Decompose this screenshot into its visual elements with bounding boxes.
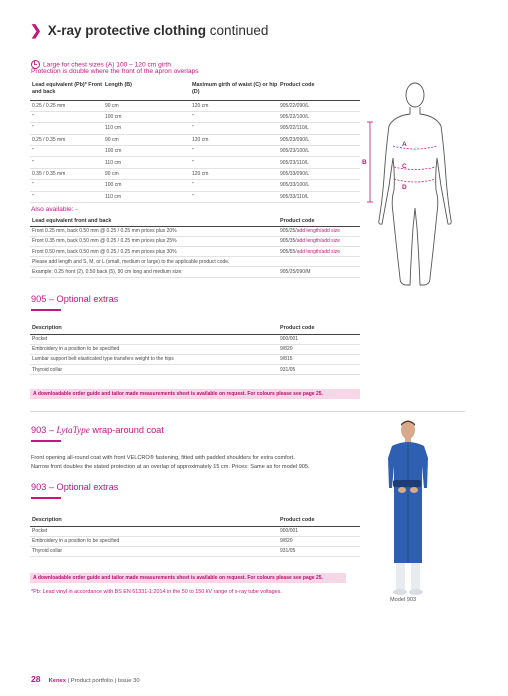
col-header: Length (B) [103, 80, 190, 100]
table-cell: 905/23/110/L [278, 157, 360, 168]
divider [30, 411, 465, 412]
col-header: Description [30, 322, 278, 334]
section-underline [31, 309, 61, 311]
size-l-table [30, 80, 360, 203]
table-cell: 110 cm [103, 123, 190, 134]
table-row [30, 111, 360, 122]
section-title-903: 903 – LytaType wrap-around coat [31, 425, 164, 435]
brand-name: Kenex [48, 678, 66, 684]
table-row [30, 123, 360, 134]
table-cell: 905/22/110/L [278, 123, 360, 134]
table-cell: Thyroid collar [30, 365, 278, 375]
model-caption: Model 903 [390, 597, 417, 603]
section-title-905-extras: 905 – Optional extras [31, 294, 119, 304]
table-cell: 120 cm [190, 100, 278, 111]
product-code: 905/55/ [280, 248, 297, 255]
table-row [30, 365, 360, 375]
table-row [30, 168, 360, 179]
label-c: C [402, 163, 407, 170]
table-row [30, 191, 360, 202]
extras-905-table [30, 322, 360, 375]
table-cell: Thyroid collar [30, 546, 278, 556]
also-available-table [30, 216, 360, 278]
col-header: Description [30, 514, 278, 526]
table-cell: 905/33/110/L [278, 191, 360, 202]
footnote: *Pb: Lead vinyl in accordance with BS EN 61331-1:2014 in the 50 to 150 kV range of x-ray tube voltages. [31, 589, 282, 595]
hip-line [394, 179, 436, 182]
add-size-note: add length/add size [296, 238, 341, 245]
also-available-title: Also available: - [31, 206, 78, 213]
col-header: Product code [278, 80, 360, 100]
table-cell: 905/22/090/L [278, 100, 360, 111]
table-cell [278, 257, 360, 267]
col-header: Lead equivalent front and back [30, 216, 278, 226]
table-row [30, 236, 360, 246]
table-cell: 0.25 / 0.25 mm [30, 100, 103, 111]
table-cell: Front 0.25 mm, back 0.50 mm @ 0.25 / 0.25 mm prices plus 20% [30, 226, 278, 236]
table-row [30, 180, 360, 191]
extras-903-table [30, 514, 360, 557]
product-code: 905/25/090/M [280, 269, 311, 276]
label-a: A [402, 141, 407, 148]
chevron-right-icon: ❯ [30, 22, 42, 38]
page-number: 28 [31, 674, 41, 684]
table-cell: " [190, 123, 278, 134]
table-cell: Front 0.35 mm, back 0.50 mm @ 0.25 / 0.25 mm prices plus 25% [30, 236, 278, 246]
product-code: 905/35/ [280, 238, 297, 245]
add-size-note: add length/add size [296, 248, 341, 255]
table-cell: Lumbar support belt elasticated type transfers weight to the hips [30, 354, 278, 364]
table-cell: " [190, 157, 278, 168]
body-measurement-figure [360, 78, 470, 293]
col-header: Product code [278, 322, 360, 334]
chest-line [393, 146, 437, 149]
col-header: Maximum girth of waist (C) or hip (D) [190, 80, 278, 100]
table-cell: Embroidery in a position to be specified [30, 536, 278, 546]
table-cell: 110 cm [103, 157, 190, 168]
table-row [30, 247, 360, 257]
table-row [30, 546, 360, 556]
table-cell: 931/05 [278, 365, 360, 375]
table-cell [278, 236, 360, 246]
table-cell: 0.25 / 0.35 mm [30, 134, 103, 145]
table-cell: 9/820 [278, 344, 360, 354]
table-row [30, 526, 360, 536]
table-cell: 905/33/090/L [278, 168, 360, 179]
table-cell: 931/05 [278, 546, 360, 556]
col-header: Product code [278, 514, 360, 526]
table-cell: 905/22/100/L [278, 111, 360, 122]
col-header: Product code [278, 216, 360, 226]
table-cell: " [30, 123, 103, 134]
table-cell: 900/001 [278, 526, 360, 536]
section-underline [31, 497, 61, 499]
order-guide-note: A downloadable order guide and tailor made measurements sheet is available on request. For colours please see page 25. [30, 389, 360, 399]
table-cell: " [190, 180, 278, 191]
table-cell: Front 0.50 mm, back 0.50 mm @ 0.25 / 0.25 mm prices plus 30% [30, 247, 278, 257]
figure-outline [379, 107, 451, 285]
table-cell: 120 cm [190, 134, 278, 145]
table-row [30, 157, 360, 168]
table-row [30, 344, 360, 354]
table-cell: Embroidery in a position to be specified [30, 344, 278, 354]
table-cell: 100 cm [103, 111, 190, 122]
table-cell: " [30, 191, 103, 202]
figure-head [406, 83, 424, 107]
table-cell: 9/820 [278, 536, 360, 546]
table-cell: " [30, 111, 103, 122]
section-title-903-extras: 903 – Optional extras [31, 482, 119, 492]
coat-description: Front opening all-round coat with front VELCRO® fastening, fitted with padded shoulders for extra comfort. Narrow front doubles the stated protection at an overlap of approximately 15 cm. Prices: Same as for model 905. [31, 455, 310, 470]
size-badge: L [31, 60, 40, 69]
page-title: ❯ X-ray protective clothing continued [30, 22, 269, 38]
table-cell: " [190, 111, 278, 122]
product-code: 905/25/ [280, 228, 297, 235]
table-cell: " [190, 191, 278, 202]
table-cell: Example: 0.25 front (2), 0.50 back (5), 90 cm long and medium size: [30, 267, 278, 277]
table-cell: 900/001 [278, 334, 360, 344]
table-cell: 90 cm [103, 134, 190, 145]
label-b: B [362, 159, 367, 166]
table-cell: 110 cm [103, 191, 190, 202]
table-cell: 120 cm [190, 168, 278, 179]
table-cell: Pocket [30, 334, 278, 344]
table-row [30, 257, 360, 267]
table-cell: Pocket [30, 526, 278, 536]
table-cell: 905/23/090/L [278, 134, 360, 145]
table-cell [278, 226, 360, 236]
order-guide-note: A downloadable order guide and tailor made measurements sheet is available on request. For colours please see page 25. [30, 573, 346, 583]
table-cell: 100 cm [103, 180, 190, 191]
waist-line [394, 167, 436, 170]
add-size-note: add length/add size [296, 228, 341, 235]
table-cell: " [30, 157, 103, 168]
table-cell: 90 cm [103, 100, 190, 111]
table-cell: 100 cm [103, 146, 190, 157]
table-cell: 905/23/100/L [278, 146, 360, 157]
table-cell: " [30, 180, 103, 191]
table-cell: " [30, 146, 103, 157]
col-header: Lead equivalent (Pb)* Front and back [30, 80, 103, 100]
table-row [30, 146, 360, 157]
table-cell: " [190, 146, 278, 157]
table-cell: 0.35 / 0.35 mm [30, 168, 103, 179]
table-row [30, 536, 360, 546]
table-row [30, 267, 360, 277]
label-d: D [402, 184, 407, 191]
section-underline [31, 440, 61, 442]
page-footer: 28 Kenex | Product portfolio | Issue 30 [31, 674, 140, 684]
model-belt [393, 480, 421, 487]
table-cell: 9/815 [278, 354, 360, 364]
table-row [30, 134, 360, 145]
table-cell [278, 267, 360, 277]
table-cell [278, 247, 360, 257]
model-903-photo [378, 418, 438, 598]
size-description: L Large for chest sizes (A) 100 – 120 cm girth Protection is double where the front of the apron overlaps [31, 61, 199, 75]
table-cell: 90 cm [103, 168, 190, 179]
table-cell: Please add length and S, M, or L (small, medium or large) to the applicable product code. [30, 257, 278, 267]
table-row [30, 100, 360, 111]
table-row [30, 354, 360, 364]
table-row [30, 226, 360, 236]
table-row [30, 334, 360, 344]
table-cell: 905/33/100/L [278, 180, 360, 191]
